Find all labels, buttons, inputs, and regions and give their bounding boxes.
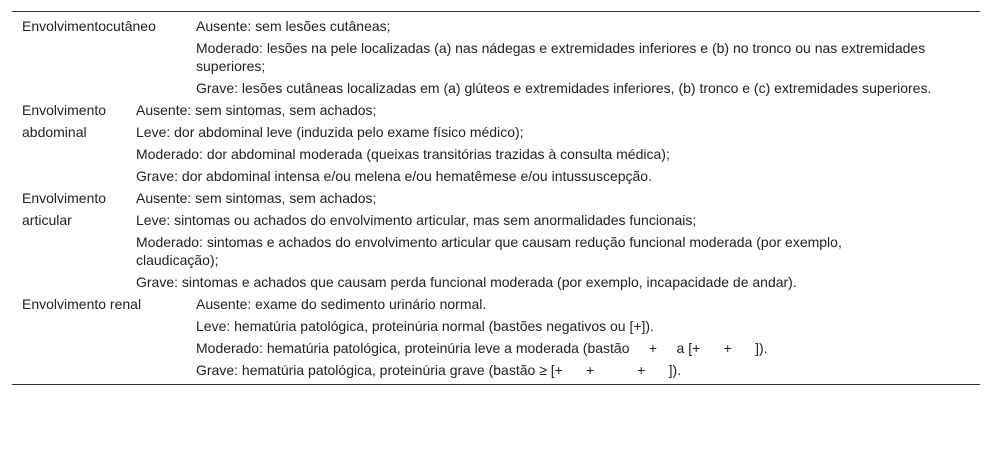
criteria-list [196,293,980,381]
category-label: Envolvimentocutâneo [22,18,156,34]
row-abdominal [12,99,980,187]
criterion-item: Leve: dor abdominal leve (induzida pelo exame físico médico); [136,124,524,140]
criterion-item: Leve: hematúria patológica, proteinúria normal (bastões negativos ou [+]). [196,318,654,334]
criterion-item: Grave: sintomas e achados que causam perda funcional moderada (por exemplo, incapacidade de andar). [136,274,797,290]
row-renal [12,293,980,381]
criterion-item: Ausente: sem lesões cutâneas; [196,18,391,34]
criterion-item: Grave: dor abdominal intensa e/ou melena e/ou hematêmese e/ou intussuscepção. [136,168,652,184]
criterion-item: Ausente: sem sintomas, sem achados; [136,190,377,206]
criterion-item: Moderado: dor abdominal moderada (queixas transitórias trazidas à consulta médica); [136,146,670,162]
criterion-item: Ausente: sem sintomas, sem achados; [136,102,377,118]
criterion-item: Moderado: lesões na pele localizadas (a) nas nádegas e extremidades inferiores e (b) no tronco ou nas extremidades superiores; [196,40,926,74]
criterion-item: Ausente: exame do sedimento urinário normal. [196,296,487,312]
criteria-list [196,15,980,99]
criteria-list [136,187,920,293]
category-label: Envolvimento articular [22,190,107,228]
criteria-list [136,99,920,187]
criteria-table [12,11,980,385]
criterion-item: Moderado: sintomas e achados do envolvimento articular que causam redução funcional moderada (por exemplo, claudicação); [136,234,842,268]
category-label: Envolvimento renal [22,296,142,312]
criterion-item: Leve: sintomas ou achados do envolvimento articular, mas sem anormalidades funcionais; [136,212,697,228]
row-cutaneous [12,15,980,99]
criterion-item: Grave: lesões cutâneas localizadas em (a) glúteos e extremidades inferiores, (b) tronco e (c) extremidades superiores. [196,80,932,96]
category-label: Envolvimento abdominal [22,102,107,140]
criterion-item: Grave: hematúria patológica, proteinúria grave (bastão ≥ [+ + + ]). [196,362,682,378]
criterion-item: Moderado: hematúria patológica, proteinúria leve a moderada (bastão + a [+ + ]). [196,340,768,356]
row-articular [12,187,980,293]
